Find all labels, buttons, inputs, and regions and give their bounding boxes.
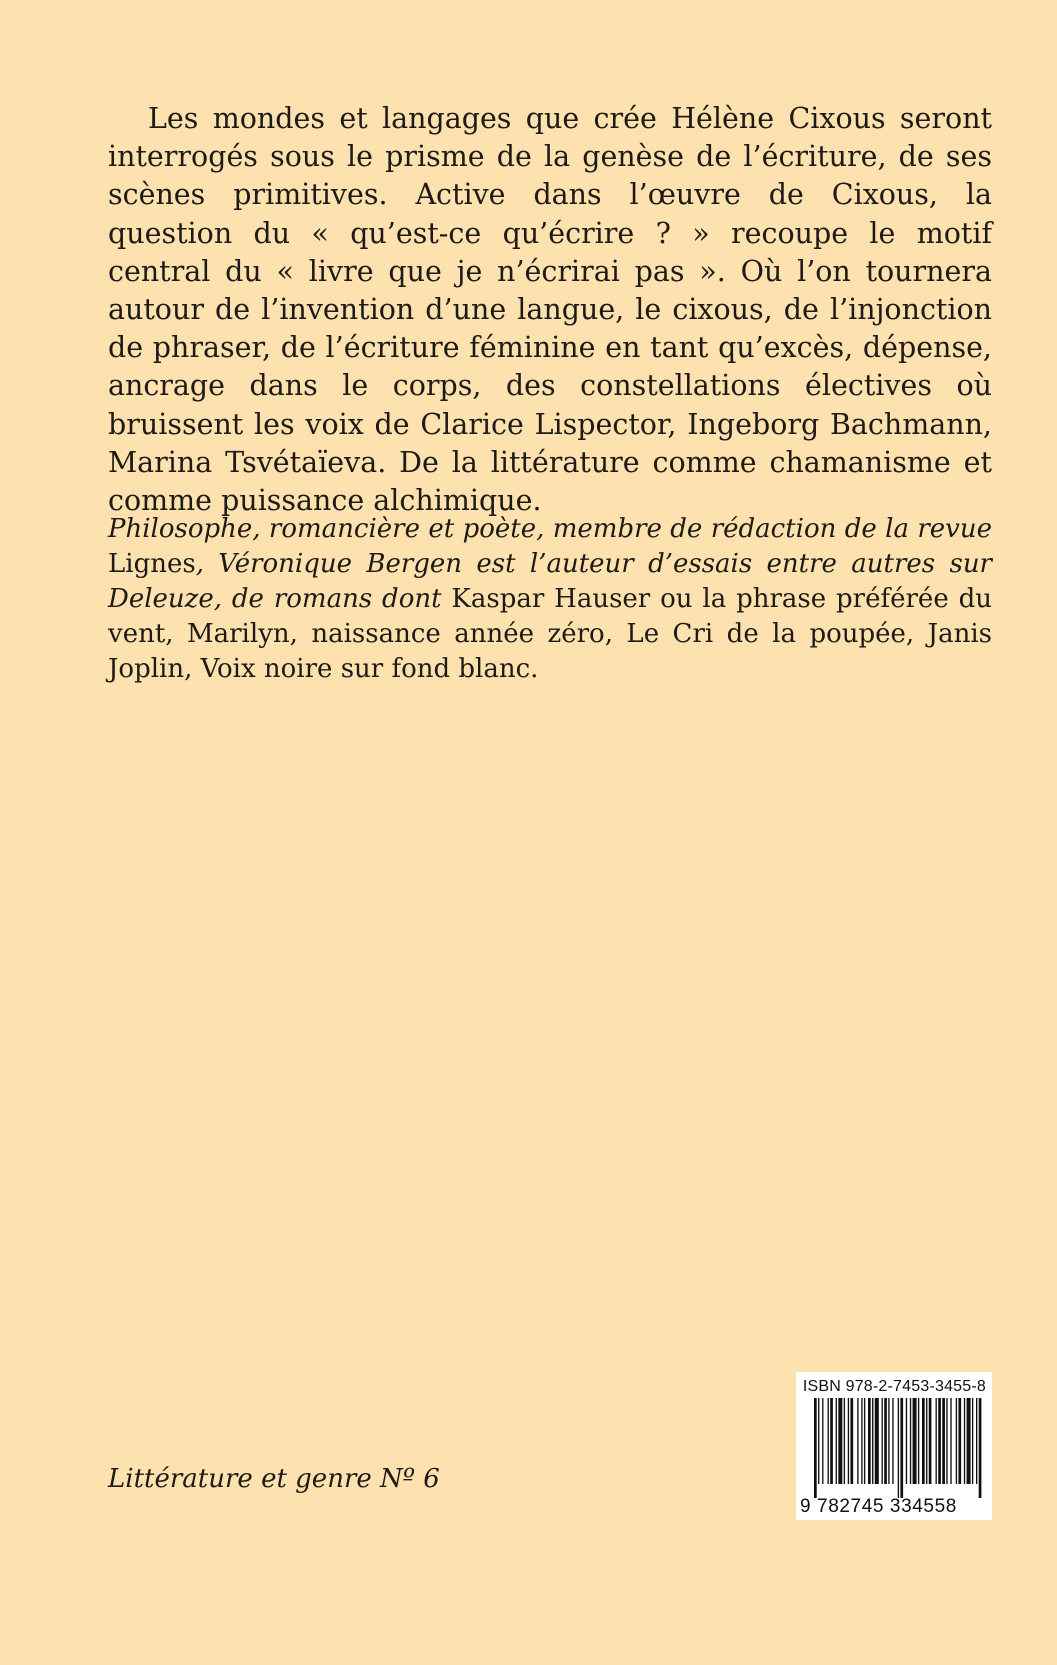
barcode-bar xyxy=(898,1398,899,1498)
barcode-bar xyxy=(964,1398,965,1484)
barcode-bar xyxy=(956,1398,957,1484)
barcode-bar xyxy=(918,1398,919,1484)
isbn-label: ISBN 978-2-7453-3455-8 xyxy=(802,1378,986,1395)
barcode-bar xyxy=(882,1398,883,1484)
barcode-bar xyxy=(864,1398,865,1484)
barcode-bar xyxy=(861,1398,862,1484)
barcode-bar xyxy=(976,1398,977,1484)
barcode-bar xyxy=(814,1398,817,1498)
bio-text-part2: , Véronique Bergen est l’auteur d’essais entre autres sur Deleuze, de romans dont xyxy=(108,549,992,614)
barcode-bar xyxy=(979,1398,982,1498)
barcode-bar xyxy=(906,1398,907,1484)
barcode-bar xyxy=(850,1398,853,1484)
barcode-bar xyxy=(926,1398,927,1484)
barcode-bar xyxy=(875,1398,879,1484)
bio-text-part1: Philosophe, romancière et poète, membre de rédaction de la revue xyxy=(108,514,992,544)
barcode-bar xyxy=(922,1398,925,1484)
barcode-bar xyxy=(892,1398,893,1484)
barcode-bar xyxy=(946,1398,947,1484)
barcode-bar xyxy=(942,1398,945,1484)
journal-title: Lignes xyxy=(108,549,196,579)
barcode-bar xyxy=(828,1398,829,1484)
barcode-bar xyxy=(958,1398,961,1484)
barcode-bar xyxy=(822,1398,823,1484)
barcode-bar xyxy=(938,1398,941,1484)
author-bio xyxy=(108,512,992,687)
barcode-bar xyxy=(830,1398,833,1484)
barcode-bar xyxy=(838,1398,842,1484)
barcode-bar xyxy=(936,1398,937,1484)
novel-titles: Kaspar Hauser ou la phrase préférée du vent, Marilyn, naissance année zéro, Le Cri de la poupée, Janis Joplin, Voix noire sur fond blanc. xyxy=(108,584,992,684)
barcode-bar xyxy=(818,1398,819,1484)
barcode-bar xyxy=(900,1398,903,1498)
barcode-bar xyxy=(913,1398,917,1484)
barcode-bar xyxy=(872,1398,873,1484)
barcode-bar xyxy=(884,1398,887,1484)
barcode-bar xyxy=(844,1398,845,1484)
barcode-bar xyxy=(929,1398,932,1484)
barcode-area xyxy=(800,1398,988,1516)
barcode-bar xyxy=(910,1398,911,1484)
barcode-digits: 9 782745 334558 xyxy=(800,1496,957,1517)
barcode-bar xyxy=(888,1398,889,1484)
barcode-bar xyxy=(868,1398,871,1484)
barcode-bar xyxy=(967,1398,971,1484)
barcode-bar xyxy=(836,1398,837,1484)
barcode-icon xyxy=(814,1398,986,1498)
isbn-barcode xyxy=(796,1372,992,1520)
barcode-bar xyxy=(950,1398,951,1484)
barcode-bar xyxy=(848,1398,849,1484)
barcode-bar xyxy=(972,1398,973,1484)
barcode-bar xyxy=(857,1398,858,1484)
back-cover-summary: Les mondes et langages que crée Hélène Cixous seront interrogés sous le prisme de la genèse de l’écriture, de ses scènes primitives. Active dans l’œuvre de Cixous, la question du « qu’est-ce qu’écrire ? » recoupe le motif central du « livre que je n’écrirai pas ». Où l’on tournera autour de l’invention d’une langue, le cixous, de l’injonction de phraser, de l’écriture féminine en tant qu’excès, dépense, ancrage dans le corps, des constellations électives où bruissent les voix de Clarice Lispector, Ingeborg Bachmann, Marina Tsvétaïeva. De la littérature comme chamanisme et comme puissance alchimique. xyxy=(108,102,992,518)
series-label: Littérature et genre Nº 6 xyxy=(108,1464,440,1494)
